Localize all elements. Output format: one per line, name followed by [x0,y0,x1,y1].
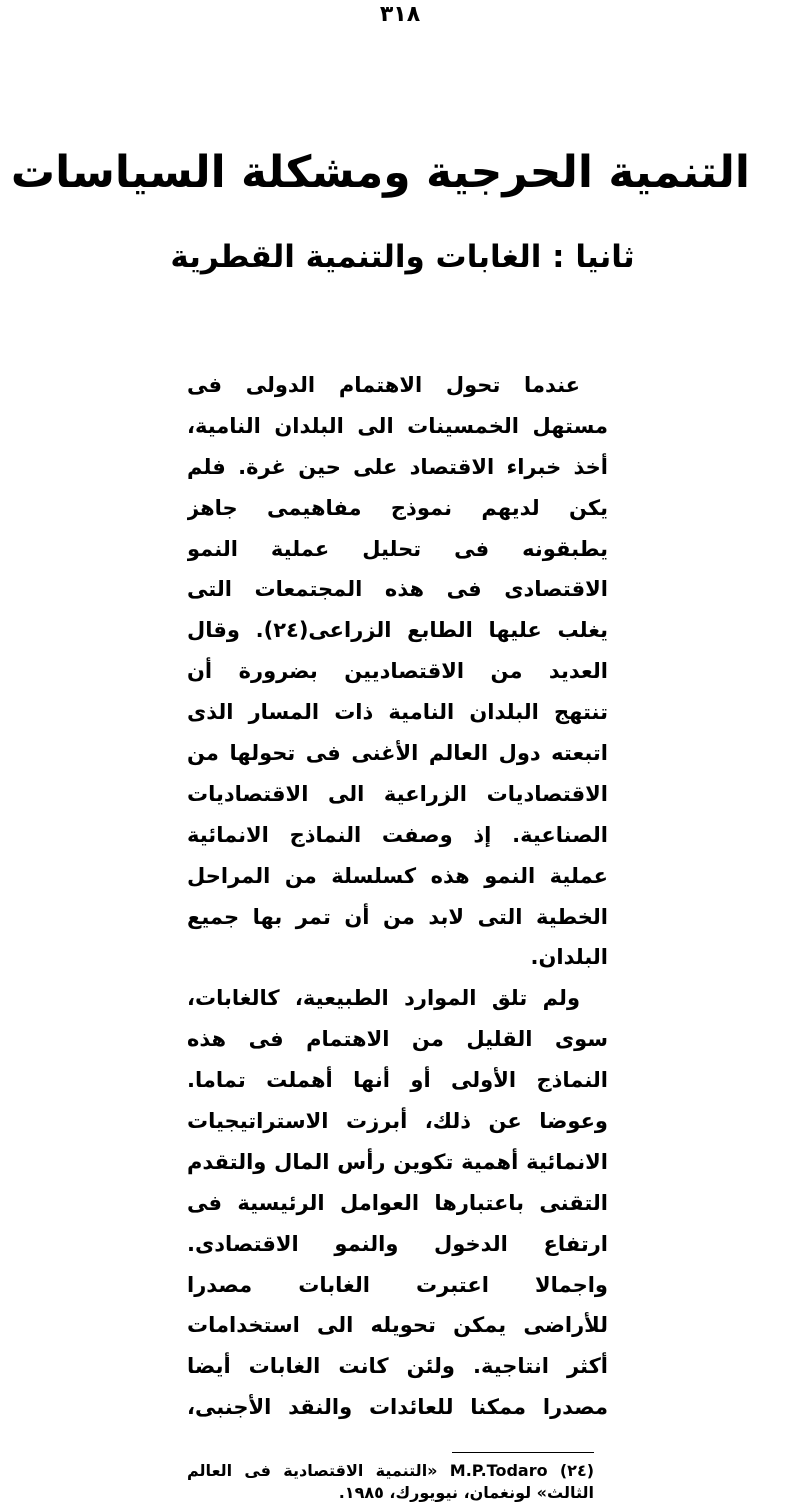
text-line: للأراضى يمكن تحويله الى استخدامات [187,1313,608,1338]
text-line: عندما تحول الاهتمام الدولى فى [187,373,580,397]
text-line: يكن لديهم نموذج مفاهيمى جاهز [187,495,608,520]
section-subtitle: ثانيا : الغابات والتنمية القطرية [170,239,635,275]
footnote [187,1460,594,1504]
text-line: مستهل الخمسينات الى البلدان النامية، [187,413,608,438]
text-line: عملية النمو هذه كسلسلة من المراحل [187,863,608,888]
text-line: النماذج الأولى أو أنها أهملت تماما. [187,1068,608,1093]
text-line: الانمائية أهمية تكوين رأس المال والتقدم [187,1149,608,1174]
body-text [187,365,608,1428]
text-line: البلدان. [530,945,608,970]
text-line: الخطية التى لابد من أن تمر بها جميع [187,904,608,929]
text-line: ولم تلق الموارد الطبيعية، كالغابات، [187,986,580,1011]
text-line: اتبعته دول العالم الأغنى فى تحولها من [187,741,608,766]
text-line: ارتفاع الدخول والنمو الاقتصادى. [187,1231,608,1256]
text-line: يطبقونه فى تحليل عملية النمو [187,536,608,561]
text-line: مصدرا ممكنا للعائدات والنقد الأجنبى، [187,1395,608,1420]
text-line: العديد من الاقتصاديين بضرورة أن [187,659,608,684]
text-line: أخذ خبراء الاقتصاد على حين غرة. فلم [187,454,608,479]
text-line: وعوضا عن ذلك، أبرزت الاستراتيجيات [187,1109,608,1134]
page-number: ٣١٨ [379,2,421,27]
text-line: الصناعية. إذ وصفت النماذج الانمائية [187,822,608,847]
text-line: أكثر انتاجية. ولئن كانت الغابات أيضا [187,1354,608,1379]
text-line: التقنى باعتبارها العوامل الرئيسية فى [187,1190,608,1215]
footnote-line: الثالث» لونغمان، نيويورك، ١٩٨٥. [338,1483,594,1502]
footnote-divider [452,1452,594,1453]
text-line: تنتهج البلدان النامية ذات المسار الذى [187,700,608,725]
text-line: الاقتصاديات الزراعية الى الاقتصاديات [187,781,608,806]
text-line: واجمالا اعتبرت الغابات مصدرا [187,1272,608,1297]
text-line: الاقتصادى فى هذه المجتمعات التى [187,577,608,602]
text-line: يغلب عليها الطابع الزراعى(٢٤). وقال [187,618,608,643]
text-line: سوى القليل من الاهتمام فى هذه [187,1027,608,1052]
chapter-title: التنمية الحرجية ومشكلة السياسات [10,147,750,198]
footnote-line: (٢٤) M.P.Todaro «التنمية الاقتصادية فى العالم [187,1461,595,1480]
